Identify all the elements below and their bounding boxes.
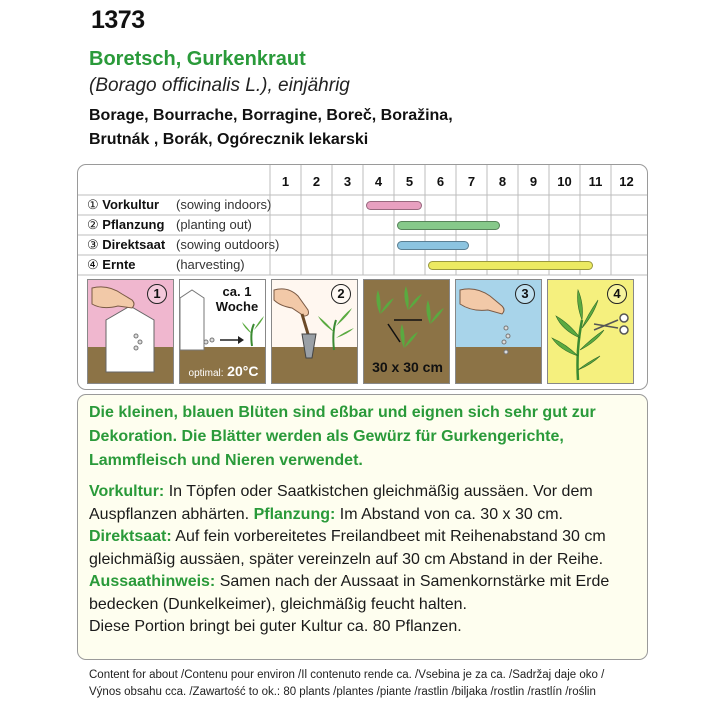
month-1: 1 (281, 174, 290, 189)
row-translation: (sowing indoors) (176, 197, 272, 212)
product-title: Boretsch, Gurkenkraut (89, 48, 306, 70)
footer-line-2: Výnos obsahu cca. /Zawartość to ok.: 80 plants /plantes /piante /rastlin /biljaka /rostlin /rastlín /roślin (89, 686, 596, 698)
translated-names (89, 104, 649, 152)
month-5: 5 (405, 174, 414, 189)
row-symbol: ④ (87, 257, 99, 272)
description-highlight: Die kleinen, blauen Blüten sind eßbar und eignen sich sehr gut zur Dekoration. Die Blätter werden als Gewürz für Gurkengerichte, Lammfleisch und Nieren verwendet. (89, 404, 596, 469)
month-11: 11 (588, 174, 603, 189)
month-9: 9 (529, 174, 538, 189)
bar-pflanzung (397, 221, 500, 230)
month-8: 8 (498, 174, 507, 189)
names-line-1: Borage, Bourrache, Borragine, Boreč, Boražina, (89, 107, 453, 124)
panel-sowing-indoors (87, 279, 174, 384)
temp-prefix: optimal: (188, 368, 224, 379)
month-4: 4 (374, 174, 383, 189)
step-number-1: 1 (147, 284, 167, 304)
panel-germination (179, 279, 266, 384)
latin-name: (Borago officinalis L.), einjährig (89, 75, 350, 96)
step-number-2: 2 (331, 284, 351, 304)
vorkultur-label: Vorkultur: (89, 483, 165, 500)
panel-planting-out (271, 279, 358, 384)
temperature-label (182, 363, 265, 379)
row-label: Pflanzung (102, 217, 165, 232)
month-7: 7 (467, 174, 476, 189)
panel-direct-sowing (455, 279, 542, 384)
bar-direktsaat (397, 241, 469, 250)
month-12: 12 (619, 174, 634, 189)
panel-spacing (363, 279, 450, 384)
product-code: 1373 (91, 6, 145, 34)
panel-harvest (547, 279, 634, 384)
content-footer (89, 667, 649, 701)
month-10: 10 (557, 174, 572, 189)
aussaat-label: Aussaathinweis: (89, 573, 216, 590)
row-translation: (sowing outdoors) (176, 237, 280, 252)
row-translation: (harvesting) (176, 257, 245, 272)
row-symbol: ③ (87, 237, 99, 252)
direktsaat-label: Direktsaat: (89, 528, 172, 545)
row-label: Direktsaat (102, 237, 166, 252)
month-3: 3 (343, 174, 352, 189)
instructions-body (89, 481, 636, 639)
footer-line-1: Content for about /Contenu pour environ /Il contenuto rende ca. /Vsebina je za ca. /Sadržaj daje oko / (89, 669, 605, 681)
aussaat-text: Samen nach der Aussaat in Samenkornstärke mit Erde bedecken (Dunkelkeimer), gleichmäßig feucht halten. (89, 573, 610, 613)
step-number-4: 4 (607, 284, 627, 304)
row-label: Vorkultur (102, 197, 160, 212)
bar-vorkultur (366, 201, 422, 210)
month-6: 6 (436, 174, 445, 189)
pflanzung-text: Im Abstand von ca. 30 x 30 cm. (335, 505, 563, 523)
direktsaat-text: Auf fein vorbereitetes Freilandbeet mit Reihenabstand 30 cm gleichmäßig aussäen, später vereinzeln auf 30 cm Abstand in der Reihe. (89, 528, 606, 568)
row-symbol: ② (87, 217, 99, 232)
row-translation: (planting out) (176, 217, 252, 232)
row-pflanzung (87, 215, 252, 235)
caption-top: ca. 1 (222, 284, 252, 299)
row-symbol: ① (87, 197, 99, 212)
row-ernte (87, 255, 245, 275)
spacing-label: 30 x 30 cm (372, 359, 443, 375)
germination-caption (215, 284, 259, 314)
bar-ernte (428, 261, 593, 270)
vorkultur-text: In Töpfen oder Saatkistchen gleichmäßig aussäen. Vor dem Auspflanzen abhärten. (89, 483, 593, 523)
row-direktsaat (87, 235, 280, 255)
month-2: 2 (312, 174, 321, 189)
caption-bottom: Woche (215, 299, 259, 314)
step-number-3: 3 (515, 284, 535, 304)
portion-text: Diese Portion bringt bei guter Kultur ca. 80 Pflanzen. (89, 618, 462, 635)
row-label: Ernte (102, 257, 136, 272)
sowing-calendar (77, 164, 648, 390)
temp-value: 20°C (227, 363, 259, 379)
pflanzung-label: Pflanzung: (253, 505, 336, 523)
names-line-2: Brutnák , Borák, Ogórecznik lekarski (89, 131, 369, 148)
row-vorkultur (87, 195, 272, 215)
growing-instructions (77, 394, 648, 660)
